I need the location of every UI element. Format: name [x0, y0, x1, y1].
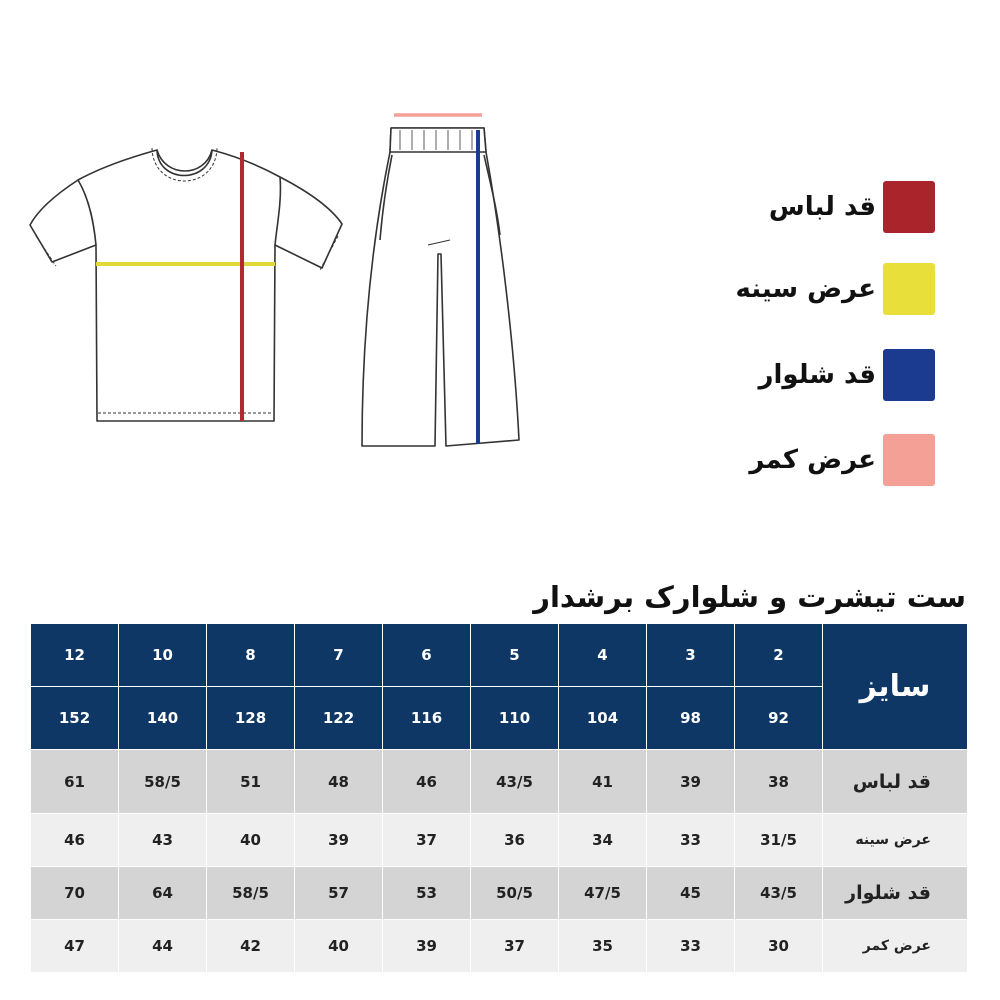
- size-cell: 7: [295, 624, 383, 687]
- value-cell: 30: [735, 920, 823, 973]
- value-cell: 42: [207, 920, 295, 973]
- size-cell: 10: [119, 624, 207, 687]
- legend-pants-length: [740, 347, 940, 403]
- table-row-chest-width: [31, 814, 968, 867]
- value-cell: 44: [119, 920, 207, 973]
- value-cell: 47: [31, 920, 119, 973]
- value-cell: 39: [383, 920, 471, 973]
- value-cell: 35: [559, 920, 647, 973]
- height-cell: 140: [119, 687, 207, 750]
- legend-chest-width: [735, 261, 940, 317]
- size-cell: 3: [647, 624, 735, 687]
- value-cell: 46: [31, 814, 119, 867]
- table-row-shirt-length: [31, 750, 968, 814]
- size-number-row: [31, 624, 968, 687]
- legend-swatch-pink: [883, 434, 935, 486]
- value-cell: 39: [295, 814, 383, 867]
- value-cell: 41: [559, 750, 647, 814]
- value-cell: 61: [31, 750, 119, 814]
- value-cell: 47/5: [559, 867, 647, 920]
- size-table: [30, 623, 968, 973]
- row-label: عرض سینه: [823, 814, 968, 867]
- height-cell: 116: [383, 687, 471, 750]
- value-cell: 53: [383, 867, 471, 920]
- value-cell: 43: [119, 814, 207, 867]
- tshirt-drawing: [30, 148, 342, 421]
- value-cell: 58/5: [119, 750, 207, 814]
- row-label: عرض کمر: [823, 920, 968, 973]
- row-label: قد لباس: [823, 750, 968, 814]
- value-cell: 64: [119, 867, 207, 920]
- table-row-pants-length: [31, 867, 968, 920]
- size-table-title: ست تیشرت و شلوارک برشدار: [533, 580, 966, 614]
- legend-swatch-yellow: [883, 263, 935, 315]
- value-cell: 33: [647, 920, 735, 973]
- value-cell: 40: [207, 814, 295, 867]
- value-cell: 38: [735, 750, 823, 814]
- value-cell: 46: [383, 750, 471, 814]
- value-cell: 37: [471, 920, 559, 973]
- value-cell: 48: [295, 750, 383, 814]
- height-cell: 92: [735, 687, 823, 750]
- height-cell: 104: [559, 687, 647, 750]
- legend-label: عرض کمر: [749, 445, 876, 475]
- value-cell: 31/5: [735, 814, 823, 867]
- size-cell: 4: [559, 624, 647, 687]
- value-cell: 51: [207, 750, 295, 814]
- value-cell: 50/5: [471, 867, 559, 920]
- height-cell: 128: [207, 687, 295, 750]
- value-cell: 57: [295, 867, 383, 920]
- size-header-label: سایز: [823, 624, 968, 750]
- value-cell: 58/5: [207, 867, 295, 920]
- value-cell: 70: [31, 867, 119, 920]
- legend-waist-width: [740, 432, 940, 488]
- size-cell: 2: [735, 624, 823, 687]
- value-cell: 37: [383, 814, 471, 867]
- size-cell: 12: [31, 624, 119, 687]
- legend-swatch-red: [883, 181, 935, 233]
- value-cell: 43/5: [735, 867, 823, 920]
- value-cell: 39: [647, 750, 735, 814]
- height-cell: 110: [471, 687, 559, 750]
- height-cell: 98: [647, 687, 735, 750]
- legend-swatch-blue: [883, 349, 935, 401]
- value-cell: 43/5: [471, 750, 559, 814]
- value-cell: 34: [559, 814, 647, 867]
- value-cell: 45: [647, 867, 735, 920]
- table-row-waist-width: [31, 920, 968, 973]
- size-cell: 8: [207, 624, 295, 687]
- size-cell: 5: [471, 624, 559, 687]
- value-cell: 33: [647, 814, 735, 867]
- legend-shirt-length: [740, 179, 940, 235]
- pants-drawing: [362, 128, 519, 446]
- value-cell: 36: [471, 814, 559, 867]
- height-cell: 152: [31, 687, 119, 750]
- legend-label: قد شلوار: [758, 360, 876, 390]
- garment-illustration: [0, 0, 560, 470]
- legend-label: قد لباس: [768, 192, 876, 222]
- row-label: قد شلوار: [823, 867, 968, 920]
- height-cell: 122: [295, 687, 383, 750]
- legend-label: عرض سینه: [735, 274, 876, 304]
- size-cell: 6: [383, 624, 471, 687]
- value-cell: 40: [295, 920, 383, 973]
